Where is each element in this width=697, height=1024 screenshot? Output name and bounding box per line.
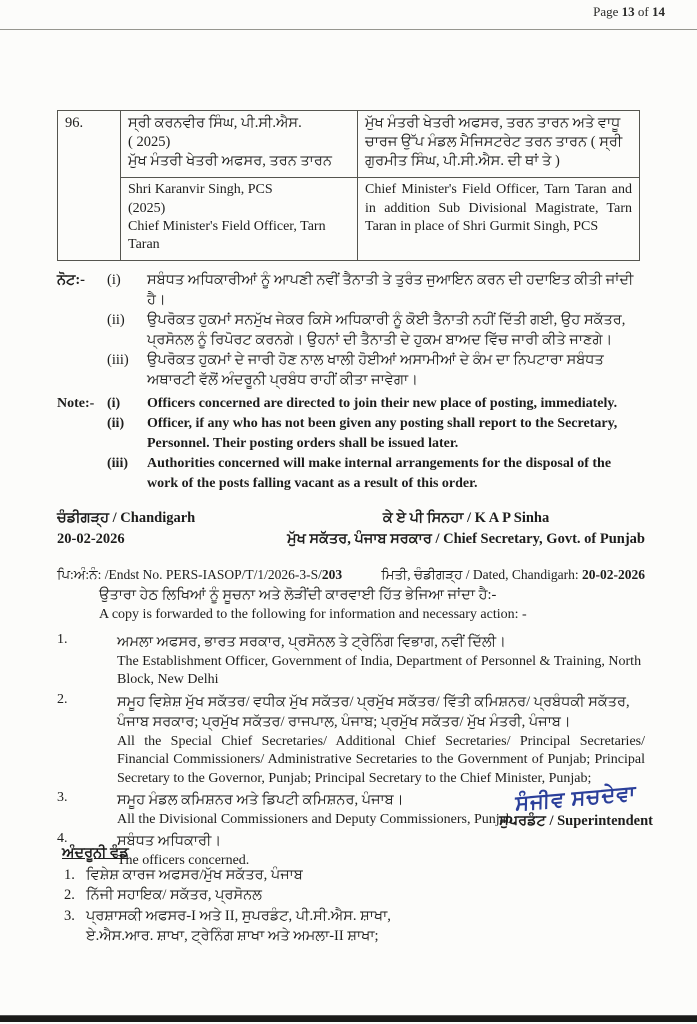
- note-text: Authorities concerned will make internal arrangements for the disposal of the work of the posts falling vacant as a result of this order.: [147, 455, 612, 491]
- recipient-en: All the Special Chief Secretaries/ Additional Chief Secretaries/ Principal Secretaries/ Financial Commissioners/ Administrative Secretaries to the Government of Punjab; Principal Secretary to the Governor, Punjab; Principal Secretary to the Chief Minister, Punjab;: [117, 733, 645, 786]
- notes-pa-label: ਨੋਟ:-: [57, 272, 86, 289]
- list-item: [30, 906, 590, 947]
- endorsement-line: [57, 567, 645, 583]
- officer-en-name: Shri Karanvir Singh, PCS: [128, 182, 273, 198]
- officer-punjabi-cell: [121, 111, 358, 178]
- table-row: [58, 111, 640, 178]
- list-item: [57, 632, 645, 690]
- page-number-current: 13: [621, 4, 635, 19]
- endorsement-date-label: ਮਿਤੀ, ਚੰਡੀਗੜ੍ਹ / Dated, Chandigarh:: [381, 567, 582, 582]
- posting-order-table: [57, 110, 640, 261]
- endorsement-number-label: ਪਿ:ਅੰ:ਨੰ: /Endst No. PERS-IASOP/T/1/2026-3-S/: [57, 567, 322, 582]
- note-text: ਉਪਰੋਕਤ ਹੁਕਮਾਂ ਦੇ ਜਾਰੀ ਹੋਣ ਨਾਲ ਖਾਲੀ ਹੋਈਆਂ ਅਸਾਮੀਆਂ ਦੇ ਕੰਮ ਦਾ ਨਿਪਟਾਰਾ ਸਬੰਧਤ ਅਥਾਰਟੀ ਵੱਲੋਂ ਅੰਦਰੂਨੀ ਪ੍ਰਬੰਧ ਰਾਹੀਂ ਕੀਤਾ ਜਾਵੇਗਾ।: [147, 352, 604, 389]
- note-text: Officers concerned are directed to join their new place of posting, immediately.: [147, 396, 618, 412]
- recipient-pa: ਸਬੰਧਤ ਅਧਿਕਾਰੀ।: [117, 833, 222, 850]
- forwarding-statement: [99, 586, 645, 624]
- endorsement-number: [57, 567, 342, 583]
- posting-english-cell: [358, 178, 640, 261]
- recipient-number: 1.: [57, 632, 68, 648]
- forwarding-en: A copy is forwarded to the following for information and necessary action: -: [99, 606, 527, 622]
- recipient-en: The officers concerned.: [117, 852, 250, 868]
- recipients-list: [57, 632, 645, 870]
- internal-item-text: ਨਿੱਜੀ ਸਹਾਇਕ/ ਸਕੱਤਰ, ਪ੍ਰਸੋਨਲ: [86, 887, 262, 904]
- endorsement-number-value: 203: [321, 567, 343, 582]
- notes-en-label: Note:-: [57, 396, 95, 412]
- recipient-pa: ਸਮੂਹ ਮੰਡਲ ਕਮਿਸ਼ਨਰ ਅਤੇ ਡਿਪਟੀ ਕਮਿਸ਼ਨਰ, ਪੰਜਾਬ।: [117, 792, 404, 809]
- officer-pa-name: ਸ੍ਰੀ ਕਰਨਵੀਰ ਸਿੰਘ, ਪੀ.ਸੀ.ਐਸ.: [128, 115, 302, 131]
- recipient-pa: ਅਮਲਾ ਅਫਸਰ, ਭਾਰਤ ਸਰਕਾਰ, ਪ੍ਰਸੋਨਲ ਤੇ ਟ੍ਰੇਨਿੰਗ ਵਿਭਾਗ, ਨਵੀਂ ਦਿੱਲੀ।: [117, 634, 506, 651]
- list-item: [57, 692, 645, 788]
- internal-distribution: [30, 845, 590, 946]
- note-text: ਸਬੰਧਤ ਅਧਿਕਾਰੀਆਂ ਨੂੰ ਆਪਣੀ ਨਵੀਂ ਤੈਨਾਤੀ ਤੇ ਤੁਰੰਤ ਜੁਆਇਨ ਕਰਨ ਦੀ ਹਦਾਇਤ ਕੀਤੀ ਜਾਂਦੀ ਹੈ।: [147, 272, 634, 309]
- internal-distribution-heading: ਅੰਦਰੂਨੀ ਵੰਡ: [62, 845, 129, 861]
- superintendent-title: ਸੁਪਰਡੰਟ / Superintendent: [499, 813, 653, 829]
- internal-item-text: ਪ੍ਰਸ਼ਾਸਕੀ ਅਫਸਰ-I ਅਤੇ II, ਸੁਪਰਡੰਟ, ਪੀ.ਸੀ.ਐਸ. ਸ਼ਾਖਾ, ਏ.ਐਸ.ਆਰ. ਸ਼ਾਖਾ, ਟ੍ਰੇਨਿੰਗ ਸ਼ਾਖਾ ਅਤੇ ਅਮਲਾ-II ਸ਼ਾਖਾ;: [86, 907, 391, 944]
- place-date: [57, 508, 195, 552]
- document-body: [57, 110, 645, 872]
- note-number: (i): [107, 272, 121, 289]
- posting-en-text: Chief Minister's Field Officer, Tarn Taran and in addition Sub Divisional Magistrate, Tarn Taran in place of Shri Gurmit Singh, PCS: [365, 182, 632, 234]
- note-row: [57, 310, 645, 350]
- table-row: [58, 178, 640, 261]
- page-number: [593, 4, 665, 20]
- date-line: 20-02-2026: [57, 531, 125, 548]
- notes-punjabi: [57, 270, 645, 390]
- note-row: [57, 270, 645, 310]
- list-item: [30, 885, 590, 905]
- internal-item-number: 2.: [64, 887, 75, 904]
- place-line: ਚੰਡੀਗੜ੍ਹ / Chandigarh: [57, 509, 196, 526]
- note-row: [57, 394, 645, 414]
- posting-punjabi-cell: [358, 111, 640, 178]
- signatory-title: ਮੁੱਖ ਸਕੱਤਰ, ਪੰਜਾਬ ਸਰਕਾਰ / Chief Secretary, Govt. of Punjab: [287, 530, 645, 547]
- endorsement-date: [381, 567, 645, 583]
- officer-pa-year: ( 2025): [128, 134, 171, 151]
- note-number: (i): [107, 396, 121, 412]
- signature-block: [499, 780, 653, 830]
- signatory: [287, 508, 645, 552]
- list-item: [30, 865, 590, 885]
- notes-english: [57, 394, 645, 493]
- note-row: [57, 454, 645, 494]
- note-number: (iii): [107, 455, 128, 471]
- note-text: ਉਪਰੋਕਤ ਹੁਕਮਾਂ ਸਨਮੁੱਖ ਜੇਕਰ ਕਿਸੇ ਅਧਿਕਾਰੀ ਨੂੰ ਕੋਈ ਤੈਨਾਤੀ ਨਹੀਂ ਦਿੱਤੀ ਗਈ, ਉਹ ਸਕੱਤਰ, ਪ੍ਰਸੋਨਲ ਨੂੰ ਰਿਪੋਰਟ ਕਰਨਗੇ। ਉਹਨਾਂ ਦੀ ਤੈਨਾਤੀ ਦੇ ਹੁਕਮ ਬਾਅਦ ਵਿੱਚ ਜਾਰੀ ਕੀਤੇ ਜਾਣਗੇ।: [147, 312, 626, 349]
- recipient-number: 2.: [57, 691, 68, 707]
- posting-pa-text: ਮੁੱਖ ਮੰਤਰੀ ਖੇਤਰੀ ਅਫਸਰ, ਤਰਨ ਤਾਰਨ ਅਤੇ ਵਾਧੂ ਚਾਰਜ ਉੱਪ ਮੰਡਲ ਮੈਜਿਸਟਰੇਟ ਤਰਨ ਤਾਰਨ ( ਸ੍ਰੀ ਗੁਰਮੀਤ ਸਿੰਘ, ਪੀ.ਸੀ.ਐਸ. ਦੀ ਥਾਂ ਤੇ ): [365, 115, 623, 170]
- recipient-en: All the Divisional Commissioners and Deputy Commissioners, Punjab;: [117, 811, 517, 827]
- serial-number-cell: 96.: [58, 111, 121, 261]
- internal-item-number: 3.: [64, 907, 75, 924]
- note-row: [57, 350, 645, 390]
- officer-en-post: Chief Minister's Field Officer, Tarn Taran: [128, 218, 326, 252]
- recipient-en: The Establishment Officer, Government of India, Department of Personnel & Training, North Block, New Delhi: [117, 653, 642, 688]
- recipient-pa: ਸਮੂਹ ਵਿਸ਼ੇਸ਼ ਮੁੱਖ ਸਕੱਤਰ/ ਵਧੀਕ ਮੁੱਖ ਸਕੱਤਰ/ ਪ੍ਰਮੁੱਖ ਸਕੱਤਰ/ ਵਿੱਤੀ ਕਮਿਸ਼ਨਰ/ ਪ੍ਰਬੰਧਕੀ ਸਕੱਤਰ, ਪੰਜਾਬ ਸਰਕਾਰ; ਪ੍ਰਮੁੱਖ ਸਕੱਤਰ/ ਰਾਜਪਾਲ, ਪੰਜਾਬ; ਪ੍ਰਮੁੱਖ ਸਕੱਤਰ/ ਮੁੱਖ ਮੰਤਰੀ, ਪੰਜਾਬ।: [117, 693, 630, 731]
- officer-english-cell: [121, 178, 358, 261]
- note-number: (ii): [107, 416, 125, 431]
- signoff-block: [57, 508, 645, 552]
- signatory-name: ਕੇ ਏ ਪੀ ਸਿਨਹਾ / K A P Sinha: [382, 509, 550, 526]
- header-divider: [0, 29, 697, 30]
- page-number-of: of: [637, 4, 649, 19]
- officer-en-year: (2025): [128, 200, 166, 216]
- page-number-total: 14: [652, 4, 665, 19]
- note-number: (iii): [107, 352, 129, 369]
- page-number-label: Page: [593, 4, 619, 19]
- endorsement-date-value: 20-02-2026: [582, 567, 645, 582]
- internal-item-number: 1.: [64, 867, 75, 883]
- internal-item-text: ਵਿਸ਼ੇਸ਼ ਕਾਰਜ ਅਫਸਰ/ਮੁੱਖ ਸਕੱਤਰ, ਪੰਜਾਬ: [86, 867, 303, 883]
- forwarding-pa: ਉਤਾਰਾ ਹੇਠ ਲਿਖਿਆਂ ਨੂੰ ਸੂਚਨਾ ਅਤੇ ਲੋੜੀਂਦੀ ਕਾਰਵਾਈ ਹਿੱਤ ਭੇਜਿਆ ਜਾਂਦਾ ਹੈ:-: [99, 587, 497, 603]
- officer-pa-post: ਮੁੱਖ ਮੰਤਰੀ ਖੇਤਰੀ ਅਫਸਰ, ਤਰਨ ਤਾਰਨ: [128, 153, 332, 170]
- note-number: (ii): [107, 312, 125, 329]
- signature-handwriting: ਸੰਜੀਵ ਸਚਦੇਵਾ: [515, 780, 637, 816]
- recipient-number: 3.: [57, 790, 68, 806]
- note-row: [57, 414, 645, 454]
- note-text: Officer, if any who has not been given any posting shall report to the Secretary, Personnel. Their posting orders shall be issued later.: [147, 416, 618, 451]
- recipient-number: 4.: [57, 831, 68, 847]
- scan-bottom-edge: [0, 1015, 697, 1022]
